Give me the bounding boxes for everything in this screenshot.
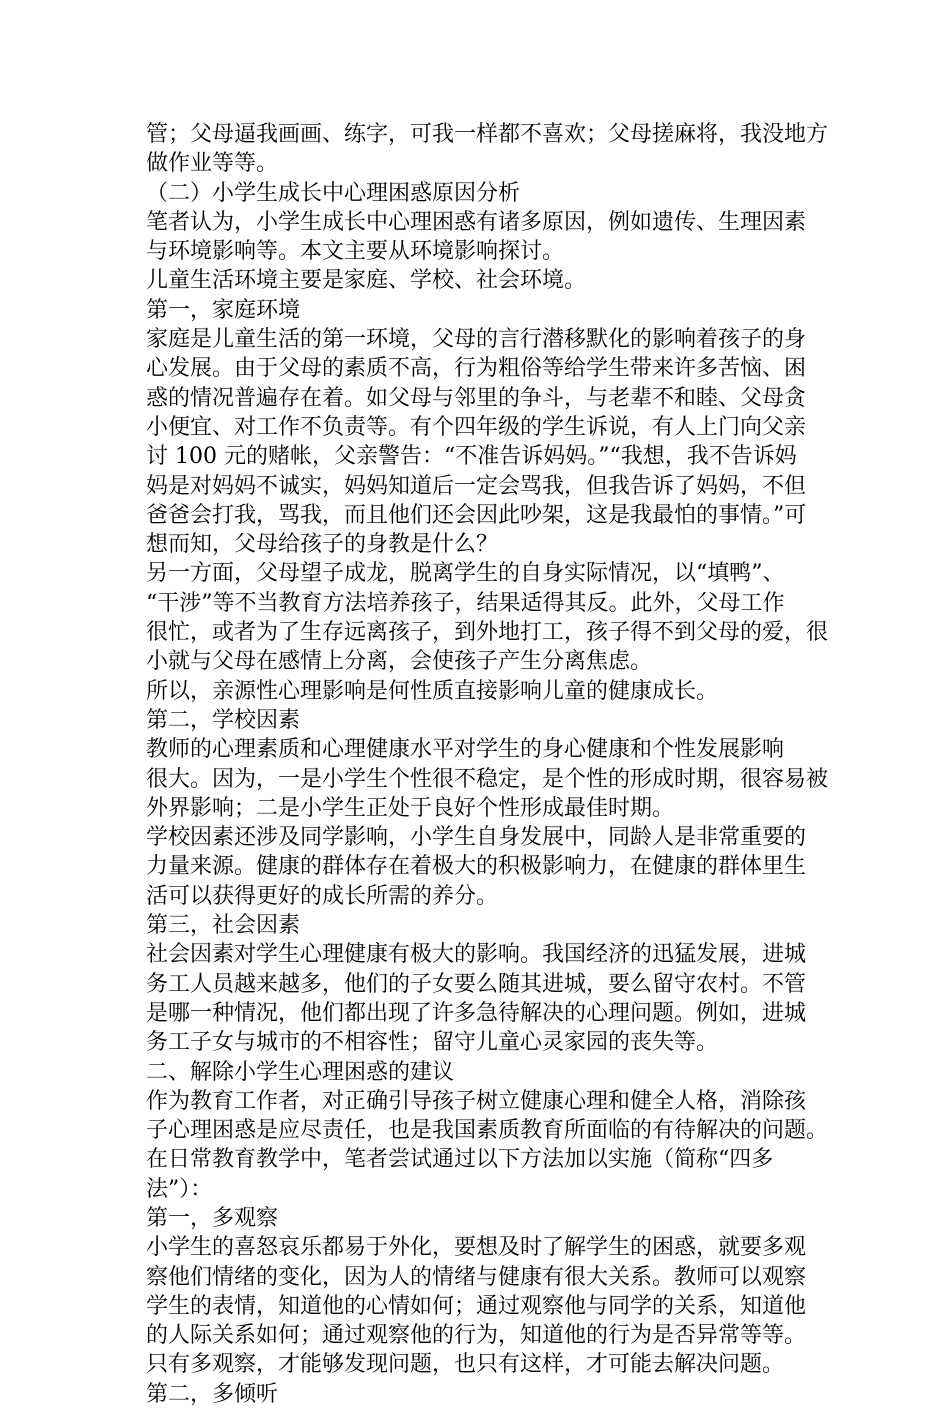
text-line: 学生的表情，知道他的心情如何；通过观察他与同学的关系，知道他 [146,1293,807,1319]
subheading: 第二，多倾听 [146,1381,279,1407]
text-line: 家庭是儿童生活的第一环境，父母的言行潜移默化的影响着孩子的身 [146,327,807,353]
text-line: 所以，亲源性心理影响是何性质直接影响儿童的健康成长。 [146,678,719,704]
section-heading: 二、解除小学生心理困惑的建议 [146,1059,455,1085]
text-line: 儿童生活环境主要是家庭、学校、社会环境。 [146,268,587,294]
text-line: 妈是对妈妈不诚实，妈妈知道后一定会骂我，但我告诉了妈妈，不但 [146,473,807,499]
text-line: 子心理困惑是应尽责任，也是我国素质教育所面临的有待解决的问题。 [146,1118,829,1144]
text-line: 另一方面，父母望子成龙，脱离学生的自身实际情况，以“填鸭”、 [146,561,785,587]
text-line: 外界影响；二是小学生正处于良好个性形成最佳时期。 [146,795,675,821]
text-line: 小就与父母在感情上分离，会使孩子产生分离焦虑。 [146,649,653,675]
text-line: 很大。因为，一是小学生个性很不稳定，是个性的形成时期，很容易被 [146,766,829,792]
text-line: 只有多观察，才能够发现问题，也只有这样，才可能去解决问题。 [146,1352,785,1378]
text-line: 做作业等等。 [146,151,279,177]
text-line: 法”）： [146,1176,213,1202]
text-line: 与环境影响等。本文主要从环境影响探讨。 [146,239,565,265]
document-body [146,120,829,1409]
text-line: 是哪一种情况，他们都出现了许多急待解决的心理问题。例如，进城 [146,1000,807,1026]
text-line: 教师的心理素质和心理健康水平对学生的身心健康和个性发展影响 [146,737,785,763]
subheading: 第二，学校因素 [146,707,301,733]
text-line: 笔者认为，小学生成长中心理困惑有诸多原因，例如遗传、生理因素 [146,209,807,235]
text-line: 心发展。由于父母的素质不高，行为粗俗等给学生带来许多苦恼、困 [146,356,807,382]
subheading: 第一，家庭环境 [146,297,301,323]
subheading: 第一，多观察 [146,1205,279,1231]
text-line: 想而知，父母给孩子的身教是什么？ [146,532,499,558]
text-line: 活可以获得更好的成长所需的养分。 [146,883,499,909]
text-line: 很忙，或者为了生存远离孩子，到外地打工，孩子得不到父母的爱，很 [146,620,829,646]
text-line: 社会因素对学生心理健康有极大的影响。我国经济的迅猛发展，进城 [146,942,807,968]
text-line: 务工子女与城市的不相容性；留守儿童心灵家园的丧失等。 [146,1030,719,1056]
text-line: 管；父母逼我画画、练字，可我一样都不喜欢；父母搓麻将，我没地方 [146,122,829,147]
text-line: 的人际关系如何；通过观察他的行为，知道他的行为是否异常等等。 [146,1323,807,1349]
section-heading: （二）小学生成长中心理困惑原因分析 [146,180,521,206]
text-line: 在日常教育教学中，笔者尝试通过以下方法加以实施（简称“四多 [146,1147,774,1173]
text-line: “干涉”等不当教育方法培养孩子，结果适得其反。此外，父母工作 [146,590,785,616]
text-line: 小学生的喜怒哀乐都易于外化，要想及时了解学生的困惑，就要多观 [146,1235,807,1261]
text-line: 爸爸会打我，骂我，而且他们还会因此吵架，这是我最怕的事情。”可 [146,502,807,528]
text-line: 察他们情绪的变化，因为人的情绪与健康有很大关系。教师可以观察 [146,1264,807,1290]
text-line: 惑的情况普遍存在着。如父母与邻里的争斗，与老辈不和睦、父母贪 [146,385,807,411]
text-line: 力量来源。健康的群体存在着极大的积极影响力，在健康的群体里生 [146,854,807,880]
subheading: 第三，社会因素 [146,913,301,939]
text-line: 学校因素还涉及同学影响，小学生自身发展中，同龄人是非常重要的 [146,825,807,851]
text-line: 讨 100 元的赌帐，父亲警告：“不准告诉妈妈。”“我想，我不告诉妈 [146,444,797,470]
text-line: 务工人员越来越多，他们的子女要么随其进城，要么留守农村。不管 [146,971,807,997]
text-line: 作为教育工作者，对正确引导孩子树立健康心理和健全人格，消除孩 [146,1088,807,1114]
text-line: 小便宜、对工作不负责等。有个四年级的学生诉说，有人上门向父亲 [146,414,807,440]
